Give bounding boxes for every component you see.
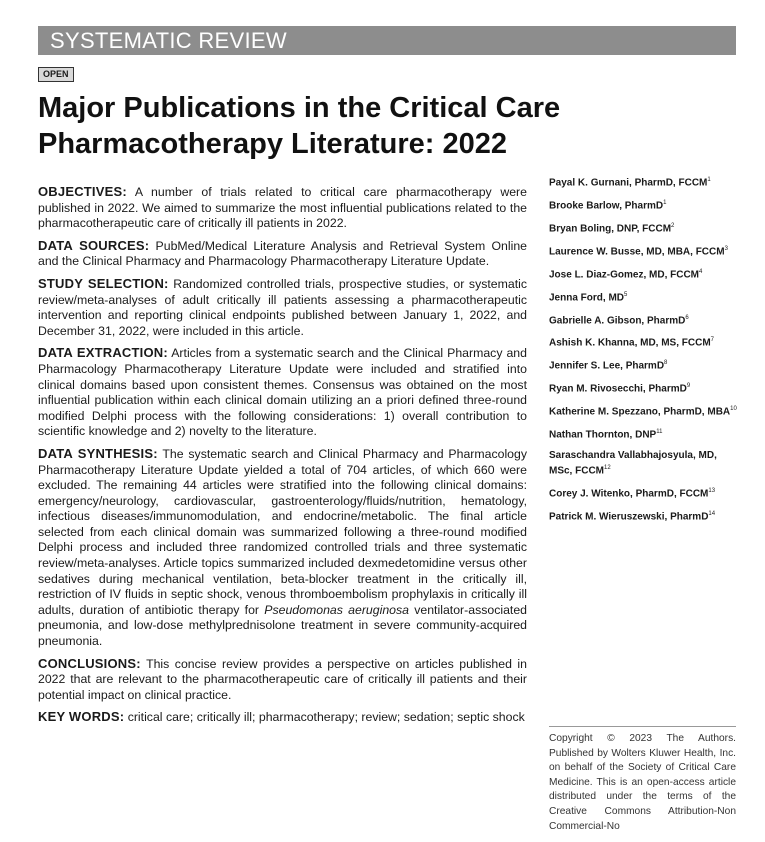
author-name: Jenna Ford, MD <box>549 291 625 303</box>
author-name: Nathan Thornton, DNP <box>549 429 657 441</box>
conclusions-text: This concise review provides a perspective on articles published in 2022 that are relevant to the pharmacotherapeutic care of critically ill patients and their potential impact on clinical practice. <box>38 656 527 702</box>
keywords-text: critical care; critically ill; pharmacotherapy; review; sedation; septic shock <box>127 710 525 725</box>
author-affiliation: 10 <box>730 406 737 413</box>
author-item <box>549 485 739 500</box>
author-item <box>549 380 739 395</box>
author-item <box>549 197 739 212</box>
objectives-paragraph <box>38 184 527 232</box>
author-affiliation: 12 <box>604 465 611 472</box>
author-name: Saraschandra Vallabhajosyula, MD, MSc, FCCM <box>549 450 717 477</box>
author-item <box>549 508 739 523</box>
author-item <box>549 403 739 418</box>
data-extraction-text: Articles from a systematic search and the Clinical Pharmacy and Pharmacology Pharmacotherapy Literature Update were included and stratified into clinical domains based upon consistent themes. Consensus was obtained on the most influential publication within each clinical domain utilizing an a priori defined three-round modified Delphi process with the following considerations: 1) overall contribution to scientific knowledge and 2) novelty to the literature. <box>38 346 527 439</box>
conclusions-label: CONCLUSIONS: <box>38 655 141 671</box>
author-item <box>549 266 739 281</box>
title-line-1: Major Publications in the Critical Care <box>38 92 561 124</box>
author-affiliation: 4 <box>699 268 703 275</box>
author-name: Jennifer S. Lee, PharmD <box>549 360 665 372</box>
objectives-label: OBJECTIVES: <box>38 184 127 199</box>
author-item <box>549 426 739 441</box>
data-sources-label: DATA SOURCES: <box>38 237 150 253</box>
keywords-label: KEY WORDS: <box>38 709 125 725</box>
author-item <box>549 334 739 349</box>
author-name: Laurence W. Busse, MD, MBA, FCCM <box>549 246 725 258</box>
data-synthesis-paragraph <box>38 446 527 650</box>
author-affiliation: 14 <box>708 510 716 517</box>
author-item <box>549 243 739 258</box>
conclusions-paragraph <box>38 656 527 704</box>
open-access-badge: OPEN <box>38 67 74 82</box>
abstract <box>38 184 527 732</box>
author-affiliation: 1 <box>707 177 711 183</box>
study-selection-text: Randomized controlled trials, prospective studies, or systematic review/meta-analyses of adult critically ill patients assessing a pharmacotherapeutic intervention and reporting clinical endpoints published between January 1, 2022, and December 31, 2022, were included in this article. <box>38 276 527 338</box>
author-name: Jose L. Diaz-Gomez, MD, FCCM <box>549 269 700 281</box>
author-affiliation: 13 <box>708 487 716 494</box>
author-name: Corey J. Witenko, PharmD, FCCM <box>549 488 709 500</box>
data-synthesis-italic: Pseudomonas aeruginosa <box>264 602 409 617</box>
author-affiliation: 9 <box>686 383 691 390</box>
author-affiliation: 3 <box>724 245 728 252</box>
author-item <box>549 174 739 189</box>
title-line-2: Pharmacotherapy Literature: 2022 <box>38 128 508 160</box>
author-name: Patrick M. Wieruszewski, PharmD <box>549 511 709 523</box>
keywords-paragraph <box>38 709 527 726</box>
author-name: Bryan Boling, DNP, FCCM <box>549 223 672 235</box>
data-extraction-label: DATA EXTRACTION: <box>38 345 168 361</box>
data-sources-text: PubMed/Medical Literature Analysis and Retrieval System Online and the Clinical Pharmacy and Pharmacology Pharmacotherapy Literature Update. <box>38 238 527 269</box>
author-name: Payal K. Gurnani, PharmD, FCCM <box>549 177 708 189</box>
author-item <box>549 357 739 372</box>
study-selection-paragraph <box>38 276 527 339</box>
author-affiliation: 11 <box>656 429 663 436</box>
author-affiliation: 1 <box>663 199 667 206</box>
author-name: Ashish K. Khanna, MD, MS, FCCM <box>549 337 711 349</box>
author-item <box>549 449 739 477</box>
author-name: Gabrielle A. Gibson, PharmD <box>549 314 686 326</box>
author-name: Ryan M. Rivosecchi, PharmD <box>549 383 687 395</box>
section-banner: SYSTEMATIC REVIEW <box>38 26 736 55</box>
author-name: Brooke Barlow, PharmD <box>549 200 664 212</box>
author-item <box>549 289 739 304</box>
copyright-notice: Copyright © 2023 The Authors. Published by Wolters Kluwer Health, Inc. on behalf of the Society of Critical Care Medicine. This is an open-access article distributed under the terms of the Creative Commons Attribution-Non Commercial-No <box>549 726 736 834</box>
author-item <box>549 220 739 235</box>
author-list <box>549 174 739 531</box>
author-affiliation: 7 <box>710 337 715 344</box>
author-item <box>549 312 739 327</box>
data-extraction-paragraph <box>38 345 527 440</box>
objectives-text: A number of trials related to critical care pharmacotherapy were published in 2022. We aimed to summarize the most influential publications related to the pharmacotherapeutic care of critically ill patients in 2022. <box>38 185 527 231</box>
data-synthesis-text-1: The systematic search and Clinical Pharmacy and Pharmacology Pharmacotherapy Literature Update yielded a total of 704 articles, of which 660 were excluded. The remaining 44 articles were stratified into the following clinical domains: emergency/neurology, cardiovascular, gastroenterology/fluids/nutrition, hematology, infectious diseases/immunomodulation, and endocrine/metabolic. The final article selected from each clinical domain was summarized following a three-round modified Delphi process and included three randomized controlled trials and three systematic review/meta-analyses. Article topics summarized included dexmedetomidine versus other sedatives during mechanical ventilation, beta-blocker treatment in the critically ill, restriction of IV fluids in septic shock, venous thromboembolism prophylaxis in critically ill adults, duration of antibiotic therapy for <box>38 446 528 617</box>
author-affiliation: 6 <box>685 314 689 321</box>
article-title <box>38 90 728 162</box>
author-affiliation: 8 <box>664 360 668 367</box>
study-selection-label: STUDY SELECTION: <box>38 275 169 291</box>
data-synthesis-label: DATA SYNTHESIS: <box>38 445 158 461</box>
data-sources-paragraph <box>38 238 527 270</box>
author-name: Katherine M. Spezzano, PharmD, MBA <box>549 406 731 418</box>
author-affiliation: 5 <box>624 291 628 298</box>
data-synthesis-text-2: ventilator-associated pneumonia, and low-dose methylprednisolone treatment in severe community-acquired pneumonia. <box>38 602 528 649</box>
author-affiliation: 2 <box>671 222 675 229</box>
